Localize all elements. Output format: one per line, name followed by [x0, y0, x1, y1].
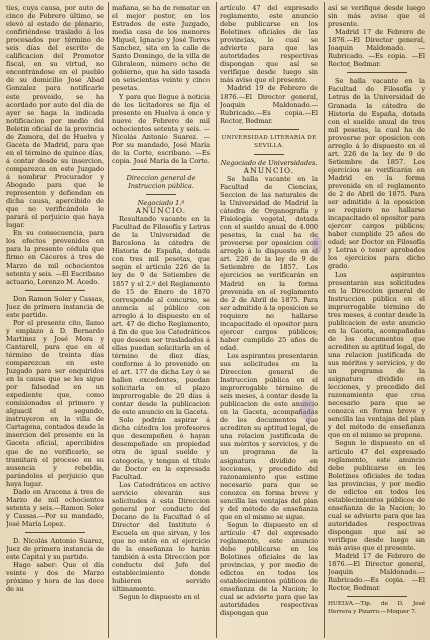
section-divider [131, 169, 191, 170]
anuncio-barcelona-signature: Madrid 19 de Febrero de 1876.—El Director general, Joaquin Maldonado.—Rubricado.—Es copia.—El Rector, Bedmar. [220, 84, 318, 125]
anuncio-barcelona-segun: Segun lo dispuesto en el [119, 593, 200, 602]
anuncio-heading: ANUNCIO. [135, 206, 187, 216]
universidad-heading: UNIVERSIDAD LITERARIA DE SEVILLA. [221, 134, 317, 149]
negociado-universidades-heading: Negociado de Universidades. [220, 158, 318, 167]
edict-remate-header: D. Nicolás Antonio Suarez, Juez de primera instancia de este Capital y su partido. [6, 537, 104, 562]
printer-imprint: HUELVA.—Tip. de D. José Herrera y Pizarro.—Moquer 7. [328, 601, 425, 615]
anuncio-barcelona-text: Resultando vacante en la Facultad de Filosofía y Letras de la Universidad de Barcelona la cátedra de Historia de España, dotada con tres mil pesetas, que según el artículo 226 de la ley de 9 de Setiembre de 1857 y el 2.º del Reglamento de 15 de Enero de 1870 corresponde al concurso, se anuncia al público con arreglo á lo dispuesto en el art. 47 de dicho Reglamento, á fin de que los Catedráticos que deseen ser trasladados á ellas puedan solicitarla en el término de diez días, conforme á lo prevenido en el art. 177 de dicha Ley ó se hallen excedentes, puedan solicitarla en el plazo improrrogable de 20 días á contar desde la publicacion de este anuncio en la Gaceta. [112, 215, 210, 417]
anuncio-granada-text: Se halla vacante en la Facultad de Filosofía y Letras de la Universidad de Granada la cátedra de Historia de España, dotada con el sueldo anual de tres mil pesetas, la cual ha de proveerse por oposicion con arreglo á lo dispuesto en el art. 226 de la ley de 9 de Setiembre de 1857. Los ejercicios se verificarán en Madrid en la forma prevenida en el reglamento de 2 de Abril de 1875. Para ser admitido á la oposicion se requiere no hallarse incapacitado el opositor para ejercer cargos públicos; haber cumplido 25 años de edad; ser Doctor en Filosofía y Letras ó tener aprobados los ejercicios para dicho grado. [328, 77, 425, 271]
edict-emplazamiento-text: Por el presente cito, llamo y emplazo á D. Bernardo Martinez y José Mora y Cantarell, para que en el término de treinta días comparezcan en este Juzgado para ser enquiridos en la causa que se les sigue por falsedad en un expediente que, como comisionados el primero y alguacil el segundo, instruyeron en la villa de Cartagena, contados desde la insercion del presente en la Gaceta oficial, apercibidos que de no verificarlo, se tramitará el proceso en su ausencia y rebeldía, parándoles el perjuicio que haya lugar. [6, 318, 104, 488]
anuncio-granada-solicitudes: Los aspirantes presentarán sus solicitudes en la Direccion general de Instruccion pública en el improrrogable término de tres meses, á contar desde la publicacion de este anuncio en la Gaceta, acompañadas de los documentos que acrediten su aptitud legal, de una relacion justificada de sus méritos y servicios, y de un programa de la asignatura dividido en lecciones, y precedido del razonamiento que crea necesario para que se conozca en forma breve y sencilla las ventajas del plan y del método de enseñanza que en el mismo se propone. [328, 270, 425, 440]
anuncio-madrid-continued: así se verifique desde luego sin más aviso que el presente. [328, 4, 425, 29]
anuncio-granada-segun: Segun lo dispuesto en el artículo 47 del expresado reglamento, este anuncio debe publicarse en los Boletines oficiales de todas las provincias, y por medio de edictos en todos los establecimientos públicos de enseñanza de la Nacion; lo cual se advierte para que las autoridades respectivas dispongan que así se verifique desde luego sin más aviso que el presente. [328, 439, 425, 553]
short-divider [254, 154, 284, 155]
anuncio-barcelona-requisitos: Solo podrán aspirar á dicha cátedra los profesores que desempeñen ó hayan desempeñado en propiedad otra de igual sueldo y categoría, y tengan el título de Doctor en la expresada Facultad. [112, 416, 210, 481]
edict-emplazamiento-closing: Dado en Aracena á tres de Marzo de mil ochocientos setenta y seis.—Ramon Soler y Cassas.—Por su mandado, José María Lopez. [6, 487, 104, 528]
edict-remate-closing: Y para que llegue á noticia de los licitadores se fija el presente en Huelva á once y nueve de Febrero de mil ochocientos setenta y seis. — Nicolás Antonio Suarez. — Por su mandado, José María de la Corte, escribano. —Es copia. José María de la Corte. [112, 92, 210, 165]
short-divider [146, 194, 176, 195]
direccion-heading: Direccion general de Instruccion pública. [126, 173, 196, 190]
edict-remate-text: Hago saber: Que el día veinte y dos de Marzo próximo y hora de las doce de su [6, 561, 104, 594]
section-divider [347, 596, 407, 597]
column-rule [108, 2, 109, 638]
anuncio-madrid-segun: Segun lo dispuesto en el artículo 47 del expresado reglamento, este anuncio debe publicarse en los Boletines oficiales de las provincias, y por medio de edictos en todos los establecimientos públicos de enseñanza de la Nacion; lo cual se advierte para que las autoridades respectivas dispongan que [220, 520, 318, 618]
section-divider [25, 532, 85, 533]
column-2 [112, 4, 210, 636]
section-divider [25, 290, 85, 291]
anuncio-barcelona-continued: artículo 47 del expresado reglamento, este anuncio debe publicarse en los Boletines oficiales de las provincias, lo cual se advierte para que las autoridades respectivas dispongan que así se verifique desde luego sin más aviso que el presente. [220, 4, 318, 85]
anuncio-granada-signature: Madrid 17 de Febrero de 1876.—El Director general, Joaquin Maldonado.—Rubricado.—Es copia. —El Rector, Bedmar. [328, 552, 425, 593]
column-4 [328, 4, 425, 636]
section-divider [347, 72, 407, 73]
anuncio-madrid-text: Se halla vacante en la Facultad de Ciencias, Seccion de las naturales de la Universidad de Madrid la cátedra de Organografía y Fisiología vegetal, dotada con el sueldo anual de 4.000 pesetas, la cual ha de proveerse por oposicion con arreglo á lo dispuesto en el art. 226 de la ley de 9 de Setiembre de 1857. Los ejercicios se verificarán en Madrid en la forma prevenida en el reglamento de 2 de Abril de 1875. Para ser admitido á la oposicion se requiere no hallarse incapacitado el opositor para ejercer cargos públicos; haber cumplido 25 años de edad. [220, 174, 318, 352]
anuncio-heading: ANUNCIO. [243, 165, 295, 175]
negociado-heading: Negociado 1.º [137, 199, 185, 208]
edict-cita-closing: En su consecuencia, para los efectos prevenidos en para la presente cédula que firmo en Cáceres á tres de Marzo de mil ochocientos setenta y seis. —El Escribano actuario, Lorenzo M. Acedo. [6, 229, 104, 286]
anuncio-madrid-signature: Madrid 17 de Febrero de 1876.—El Director general, Joaquin Maldonado. —Rubricado. —Es copia. —El Rector, Bedmar. [328, 28, 425, 69]
anuncio-barcelona-solicitudes: Los Catedráticos en activo servicio elevarán sus solicitudes á esta Direccion general por conducto del Decano de la Facultad ó el Director del Instituto ó Escuela en que sirvan, y los que no estén en el ejercicio de la enseñanza lo harán también á esta Direccion por conducto del Jefe del establecimiento donde hubieren servido últimamente. [112, 480, 210, 594]
column-rule [324, 2, 325, 638]
anuncio-madrid-solicitudes: Los aspirantes presentarán sus solicitudes en la Direccion general de Instruccion pública en el improrrogable término de seis meses, á contar desde la publicacion de este anuncio en la Gaceta, acompañadas de los documentos que acrediten su aptitud legal, de una relacion justificada de sus méritos y servicios, y de un programa de la asignatura dividido en lecciones, y precedido del razonamiento que estime necesario para que se conozca en forma breve y sencilla las ventajas del plan y del método de enseñanza que en el mismo se sigue. [220, 351, 318, 521]
column-rule [216, 2, 217, 638]
edict-judge-header: Don Ramon Soler y Cassas, Juez de primera instancia de este partido. [6, 294, 104, 319]
column-3 [220, 4, 318, 636]
edict-remate-continued: mañana, se ha de rematar en el mejor postor, en los Estrados de este Juzgado, media casa de los menores Miguel, Ignacio y José Torres Sanchez, sita en la calle de Santo Domingo, de la villa de Gibraleon, número ocho de gobierno, que ha sido tasada en seiscientas veinte y cinco pesetas. [112, 4, 210, 93]
column-1 [6, 4, 104, 636]
section-divider [239, 129, 299, 130]
edict-cita-text: ties, cuya causa, por auto de cinco de Febrero último, se elevó al estado de plenario, confiriéndose traslado á los procesados por término de seis días del escrito de calificacion del Promotor fiscal, en su virtud, no encontrándose en el pueblo de su domicilio José Abad Gonzalez para notificarle este proveido, se ha acordado por auto del día de ayer se haga la indicada notificacion por medio del Boletin oficial de la provincia de Zamora, del de Huelva y Gaceta de Madrid, para que en el término de quince días, á contar desde su insercion, comparezca en este Juzgado á nombrar Procurador y Abogado para que le representen y defiendan en dicha causa, apercibido de que no verificándolo le parará el perjuicio que haya lugar. [6, 4, 104, 230]
